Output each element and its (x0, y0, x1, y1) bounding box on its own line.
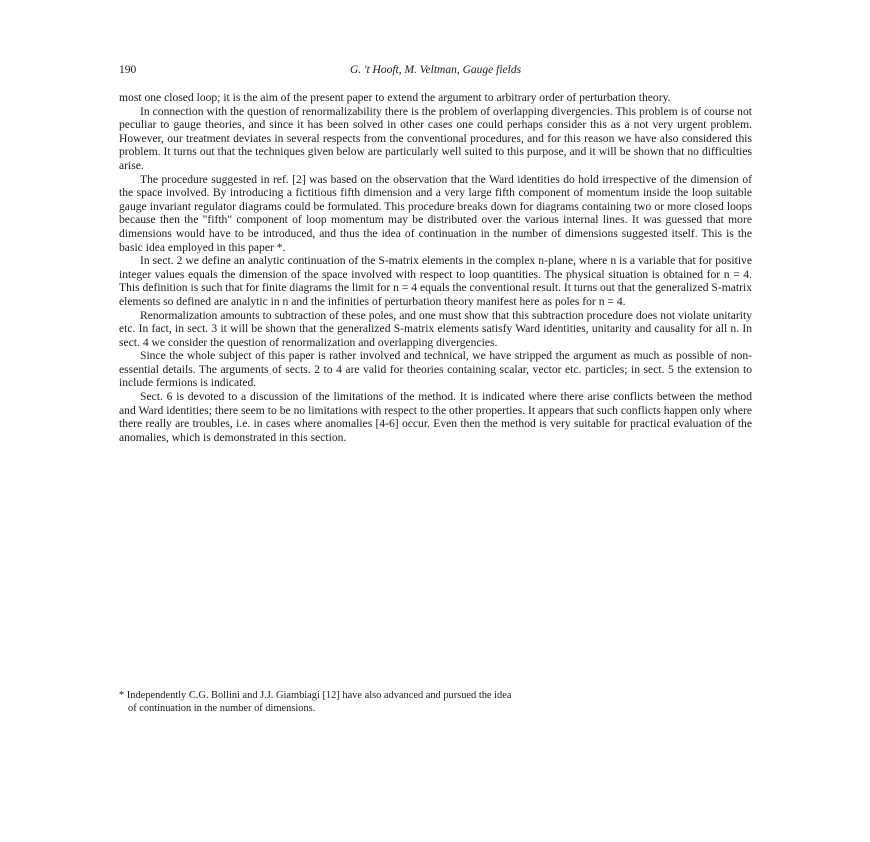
body-text (119, 91, 752, 444)
paragraph-1: most one closed loop; it is the aim of the present paper to extend the argument to arbitrary order of perturbation theory. (119, 91, 671, 104)
paragraph-3: The procedure suggested in ref. [2] was based on the observation that the Ward identities do hold irrespective of the dimension of the space involved. By introducing a fictitious fifth dimension and a very large fifth component of momentum inside the loop suitable gauge invariant regulator diagrams could be formulated. This procedure breaks down for diagrams containing two or more closed loops because then the "fifth" component of loop momentum may be distributed over the various internal lines. It was guessed that more dimensions would have to be introduced, and thus the idea of continuation in the number of dimensions suggested itself. This is the basic idea employed in this paper *. (119, 172, 752, 254)
footnote (119, 690, 739, 715)
paragraph-2: In connection with the question of renormalizability there is the problem of overlapping divergencies. This problem is of course not peculiar to gauge theories, and since it has been solved in other cases one could perhaps consider this as a not very urgent problem. However, our treatment deviates in several respects from the conventional procedures, and for this reason we have also considered this problem. It turns out that the techniques given below are particularly well suited to this purpose, and it will be shown that no difficulties arise. (119, 104, 752, 172)
footnote-line-1: * Independently C.G. Bollini and J.J. Giambiagi [12] have also advanced and pursued the idea (119, 690, 512, 701)
footnote-line-2: of continuation in the number of dimensions. (128, 702, 316, 714)
page-number: 190 (119, 64, 137, 76)
paragraph-4: In sect. 2 we define an analytic continuation of the S-matrix elements in the complex n-plane, where n is a variable that for positive integer values equals the dimension of the space involved with respect to loop quantities. The physical situation is obtained for n = 4. This definition is such that for finite diagrams the limit for n = 4 equals the conventional result. It turns out that the generalized S-matrix elements so defined are analytic in n and the infinities of perturbation theory manifest here as poles for n = 4. (119, 254, 752, 308)
running-title: G. 't Hooft, M. Veltman, Gauge fields (349, 64, 522, 76)
paragraph-6: Since the whole subject of this paper is rather involved and technical, we have stripped the argument as much as possible of non-essential details. The arguments of sects. 2 to 4 are valid for theories containing scalar, vector etc. particles; in sect. 5 the extension to include fermions is indicated. (119, 349, 752, 390)
paragraph-5: Renormalization amounts to subtraction of these poles, and one must show that this subtraction procedure does not violate unitarity etc. In fact, in sect. 3 it will be shown that the generalized S-matrix elements satisfy Ward identities, unitarity and causality for all n. In sect. 4 we consider the question of renormalization and overlapping divergencies. (119, 308, 752, 349)
page-header (119, 64, 752, 80)
paragraph-7: Sect. 6 is devoted to a discussion of the limitations of the method. It is indicated where there arise conflicts between the method and Ward identities; there seem to be no limitations with respect to the other properties. It appears that such conflicts happen only where there really are troubles, i.e. in cases where anomalies [4-6] occur. Even then the method is very suitable for practical evaluation of the anomalies, which is demonstrated in this section. (119, 390, 752, 444)
